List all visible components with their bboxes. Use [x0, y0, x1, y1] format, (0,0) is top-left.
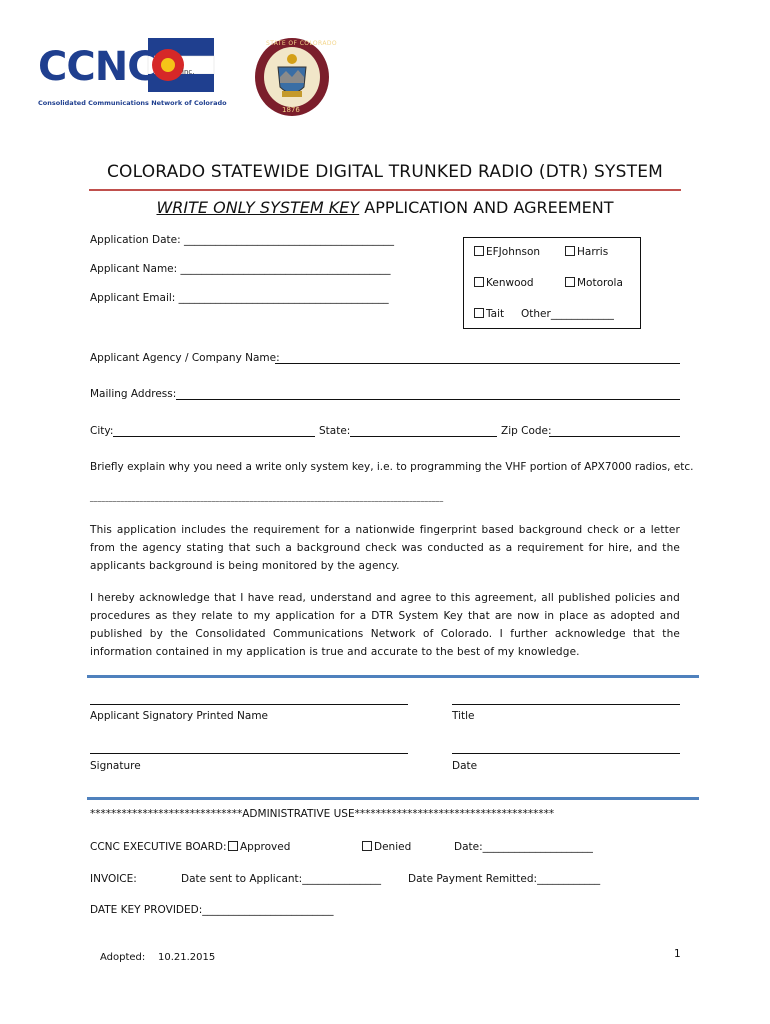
state-label: State: — [319, 425, 351, 437]
payment-field[interactable]: Date Payment Remitted:____________ — [408, 873, 601, 885]
vendor-motorola[interactable] — [565, 277, 623, 289]
title-line[interactable] — [452, 704, 680, 705]
checkbox-icon[interactable] — [474, 308, 484, 318]
printed-name-line[interactable] — [90, 704, 408, 705]
vendor-kenwood-label: Kenwood — [486, 277, 534, 289]
vendor-other[interactable]: Other____________ — [521, 308, 614, 320]
checkbox-icon[interactable] — [565, 246, 575, 256]
date-sent-field[interactable]: Date sent to Applicant:_______________ — [181, 873, 381, 885]
document-subtitle — [0, 198, 770, 217]
subtitle-rest: APPLICATION AND AGREEMENT — [359, 198, 614, 217]
signature-line[interactable] — [90, 753, 408, 754]
agency-label: Applicant Agency / Company Name: — [90, 352, 280, 364]
checkbox-icon[interactable] — [474, 246, 484, 256]
background-check-paragraph: This application includes the requirement for a nationwide fingerprint based background check or a letter from the agency stating that such a background check was conducted as a requirement for hire, and the applicants background is being monitored by the agency. — [90, 524, 680, 572]
explain-input-line[interactable]: _____________________________________________________________________________________________ — [90, 494, 444, 502]
subtitle-underlined: WRITE ONLY SYSTEM KEY — [156, 198, 360, 217]
logo-inc: inc. — [182, 68, 195, 76]
vendor-harris-label: Harris — [577, 246, 609, 258]
denied-option[interactable] — [362, 841, 411, 853]
adopted-label: Adopted: — [100, 952, 146, 963]
checkbox-icon[interactable] — [362, 841, 372, 851]
logo-subtitle: Consolidated Communications Network of Colorado — [38, 99, 227, 107]
zip-label: Zip Code: — [501, 425, 552, 437]
date-label: Date — [452, 760, 478, 772]
mailing-label: Mailing Address: — [90, 388, 177, 400]
admin-rule — [87, 797, 699, 800]
admin-header: *****************************ADMINISTRATIVE USE************************************** — [90, 808, 555, 820]
date-line[interactable] — [452, 753, 680, 754]
title-rule — [89, 189, 681, 191]
vendor-tait[interactable] — [474, 308, 504, 320]
adopted-date: 10.21.2015 — [158, 952, 216, 963]
seal-top-text: STATE OF COLORADO — [266, 40, 338, 47]
invoice-label: INVOICE: — [90, 873, 137, 885]
seal-year: 1876 — [282, 106, 300, 114]
admin-date-field[interactable]: Date:_____________________ — [454, 841, 593, 853]
checkbox-icon[interactable] — [228, 841, 238, 851]
signature-label: Signature — [90, 760, 141, 772]
applicant-name-field[interactable]: Applicant Name: ________________________________________ — [90, 263, 391, 275]
applicant-email-field[interactable]: Applicant Email: ________________________________________ — [90, 292, 389, 304]
document-title: COLORADO STATEWIDE DIGITAL TRUNKED RADIO (DTR) SYSTEM — [106, 162, 664, 182]
vendor-motorola-label: Motorola — [577, 277, 623, 289]
checkbox-icon[interactable] — [565, 277, 575, 287]
mailing-input-line[interactable] — [176, 399, 680, 400]
ccnc-logo — [36, 36, 227, 112]
approved-option[interactable] — [228, 841, 290, 853]
city-label: City: — [90, 425, 114, 437]
printed-name-label: Applicant Signatory Printed Name — [90, 710, 269, 722]
vendor-harris[interactable] — [565, 246, 608, 258]
zip-input-line[interactable] — [549, 436, 680, 437]
checkbox-icon[interactable] — [474, 277, 484, 287]
application-date-field[interactable]: Application Date: ________________________________________ — [90, 234, 394, 246]
section-rule — [87, 675, 699, 678]
title-label: Title — [452, 710, 475, 722]
vendor-efjohnson[interactable] — [474, 246, 540, 258]
logo-text: CCNC — [38, 44, 156, 90]
board-label: CCNC EXECUTIVE BOARD: — [90, 841, 227, 853]
vendor-tait-label: Tait — [486, 308, 505, 320]
key-provided-field[interactable]: DATE KEY PROVIDED:_________________________ — [90, 904, 334, 916]
state-seal — [254, 37, 338, 117]
denied-label: Denied — [374, 841, 412, 853]
state-input-line[interactable] — [350, 436, 497, 437]
approved-label: Approved — [240, 841, 291, 853]
page-number: 1 — [674, 948, 681, 960]
acknowledgement-paragraph: I hereby acknowledge that I have read, understand and agree to this agreement, all published policies and procedures as they relate to my application for a DTR System Key that are now in place as adopted and published by the Consolidated Communications Network of Colorado. I further acknowledge that the information contained in my application is true and accurate to the best of my knowledge. — [90, 592, 680, 658]
explain-prompt: Briefly explain why you need a write only system key, i.e. to programming the VHF portion of APX7000 radios, etc. — [90, 461, 694, 473]
vendor-kenwood[interactable] — [474, 277, 534, 289]
vendor-efjohnson-label: EFJohnson — [486, 246, 541, 258]
city-input-line[interactable] — [113, 436, 315, 437]
agency-input-line[interactable] — [275, 363, 680, 364]
